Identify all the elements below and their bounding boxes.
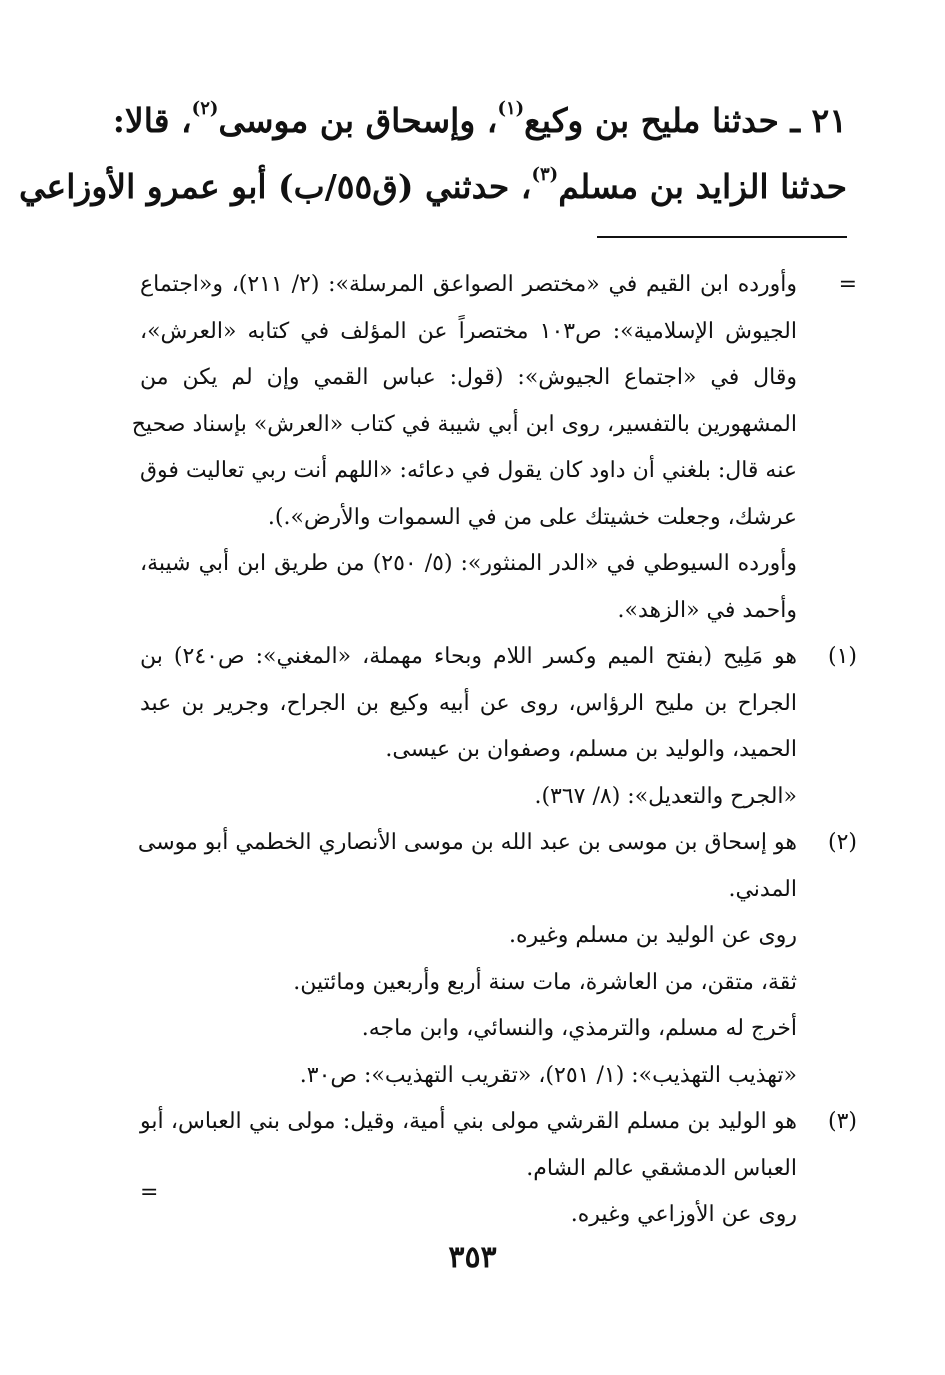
footnote-continued (131, 262, 857, 634)
main-text (19, 88, 847, 220)
main-text-segment: حدثنا الزايد بن مسلم (558, 167, 847, 206)
footnote-2 (137, 820, 857, 1099)
footnote-line: المدني. (728, 876, 797, 902)
page-number: ٣٥٣ (448, 1240, 497, 1275)
main-text-segment: ٢١ ـ حدثنا مليح بن وكيع (524, 101, 847, 140)
footnote-marker: (٢) (827, 830, 857, 855)
footnote-marker: = (838, 272, 857, 297)
footnote-line: وأورده ابن القيم في «مختصر الصواعق المرسلة»: (٢/ ٢١١)، و«اجتماع (140, 272, 797, 297)
footnote-3 (140, 1099, 857, 1239)
main-line-2 (19, 154, 847, 220)
main-text-segment: ، وإسحاق بن موسى (218, 101, 498, 140)
footnote-line: «تهذيب التهذيب»: (١/ ٢٥١)، «تقريب التهذيب»: ص٣٠. (299, 1062, 797, 1088)
footnote-line: وأحمد في «الزهد». (617, 597, 797, 623)
main-text-segment: ، قالا: (112, 101, 192, 140)
footnote-line: عرشك، وجعلت خشيتك على من في السموات والأرض».). (267, 504, 797, 530)
footnote-line: الجراح بن مليح الرؤاس، روى عن أبيه وكيع بن الجراح، وجرير بن عبد (140, 690, 797, 716)
footnote-line: «الجرح والتعديل»: (٨/ ٣٦٧). (534, 783, 797, 809)
footnote-1 (140, 634, 857, 820)
footnote-line: عنه قال: بلغني أن داود كان يقول في دعائه: «اللهم أنت ربي تعاليت فوق (139, 458, 797, 483)
footnote-line: روى عن الوليد بن مسلم وغيره. (508, 923, 797, 948)
footnotes (131, 262, 857, 1239)
footnote-line: العباس الدمشقي عالم الشام. (526, 1155, 797, 1181)
footnote-ref-1: (١) (497, 98, 525, 119)
footnote-line: هو مَلِيح (بفتح الميم وكسر اللام وبحاء مهملة، «المغني»: ص٢٤٠) بن (140, 644, 797, 669)
main-line-1 (112, 88, 847, 154)
footnote-separator (597, 236, 847, 238)
footnote-line: الحميد، والوليد بن مسلم، وصفوان بن عيسى. (385, 737, 797, 762)
footnote-line: ثقة، متقن، من العاشرة، مات سنة أربع وأربعين ومائتين. (293, 969, 797, 995)
footnote-line: أخرج له مسلم، والترمذي، والنسائي، وابن ماجه. (361, 1016, 797, 1041)
footnote-line: الجيوش الإسلامية»: ص١٠٣ مختصراً عن المؤلف في كتابه «العرش»، (140, 318, 797, 344)
footnote-ref-2: (٢) (191, 98, 219, 119)
footnote-marker: (١) (827, 644, 857, 669)
continuation-mark: = (140, 1180, 159, 1205)
main-text-segment: ، حدثني (ق٥٥/ب) أبو عمرو الأوزاعي (19, 167, 532, 206)
footnote-line: هو إسحاق بن موسى بن عبد الله بن موسى الأنصاري الخطمي أبو موسى (137, 830, 797, 855)
footnote-line: هو الوليد بن مسلم القرشي مولى بني أمية، وقيل: مولى بني العباس، أبو (140, 1109, 797, 1134)
footnote-line: وأورده السيوطي في «الدر المنثور»: (٥/ ٢٥٠) من طريق ابن أبي شيبة، (140, 551, 797, 576)
footnote-line: المشهورين بالتفسير، روى ابن أبي شيبة في كتاب «العرش» بإسناد صحيح (131, 411, 797, 437)
footnote-marker: (٣) (827, 1109, 857, 1134)
footnote-line: روى عن الأوزاعي وغيره. (570, 1202, 797, 1227)
footnote-line: وقال في «اجتماع الجيوش»: (قول: عباس القمي وإن لم يكن من (140, 365, 797, 390)
footnote-ref-3: (٣) (531, 164, 559, 185)
